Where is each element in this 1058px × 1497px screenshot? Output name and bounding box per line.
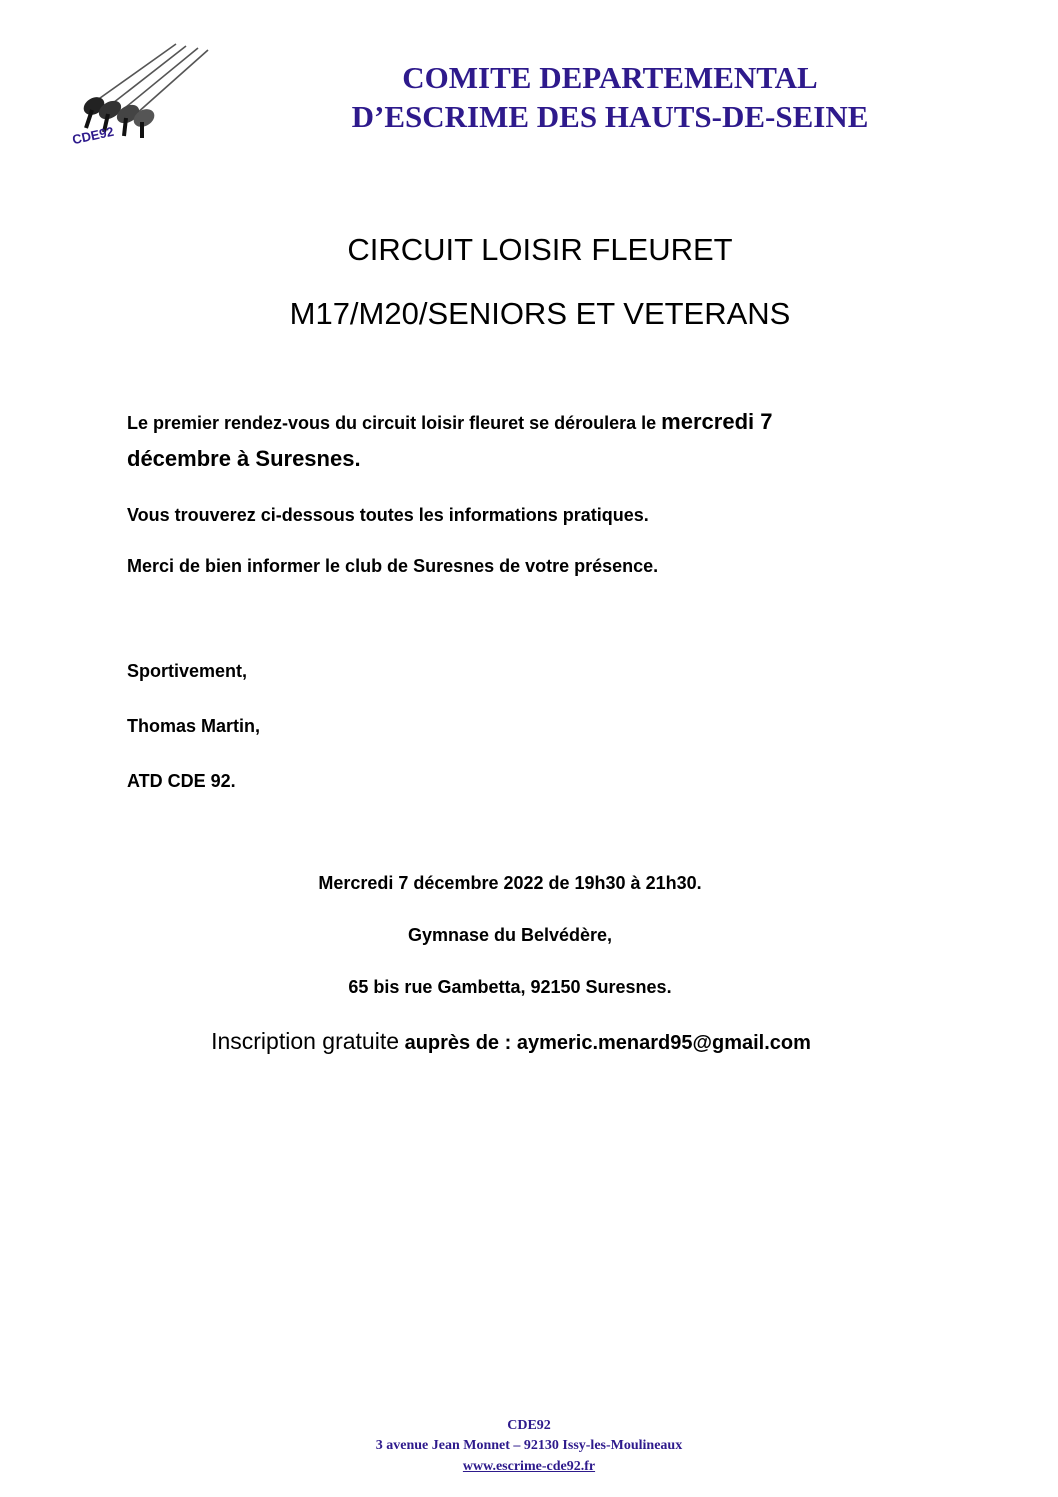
event-venue: Gymnase du Belvédère, [407,925,613,945]
signature-name: Thomas Martin, [127,716,261,736]
event-datetime: Mercredi 7 décembre 2022 de 19h30 à 21h30. [318,873,702,893]
logo-label: CDE92 [70,123,116,148]
event-title [180,218,900,346]
cde92-logo [58,40,218,160]
intro-end: . [354,446,361,471]
signature-role: ATD CDE 92. [127,771,236,791]
info-paragraph: Vous trouverez ci-dessous toutes les informations pratiques. [127,505,649,525]
org-title-line2: D’ESCRIME DES HAUTS-DE-SEINE [351,99,869,134]
intro-paragraph [127,404,947,478]
footer-org: CDE92 [507,1418,551,1433]
footer-address: 3 avenue Jean Monnet – 92130 Issy-les-Moulineaux [375,1438,683,1453]
event-address: 65 bis rue Gambetta, 92150 Suresnes. [348,977,672,997]
intro-start: Le premier rendez-vous du circuit loisir fleuret se déroulera le [127,413,662,433]
event-title-line1: CIRCUIT LOISIR FLEURET [347,232,733,267]
organization-title [260,58,960,136]
intro-place: décembre à Suresnes [127,446,355,471]
footer-website-link[interactable]: www.escrime-cde92.fr [462,1459,596,1474]
org-title-line1: COMITE DEPARTEMENTAL [402,60,818,95]
event-title-line2: M17/M20/SENIORS ET VETERANS [289,296,791,331]
intro-date: mercredi 7 [661,409,773,434]
notice-paragraph: Merci de bien informer le club de Suresnes de votre présence. [127,556,659,576]
signature-greeting: Sportivement, [127,661,248,681]
registration-label: Inscription gratuite [211,1028,400,1054]
registration-contact: auprès de : aymeric.menard95@gmail.com [399,1032,811,1054]
registration-line [0,1028,1022,1056]
